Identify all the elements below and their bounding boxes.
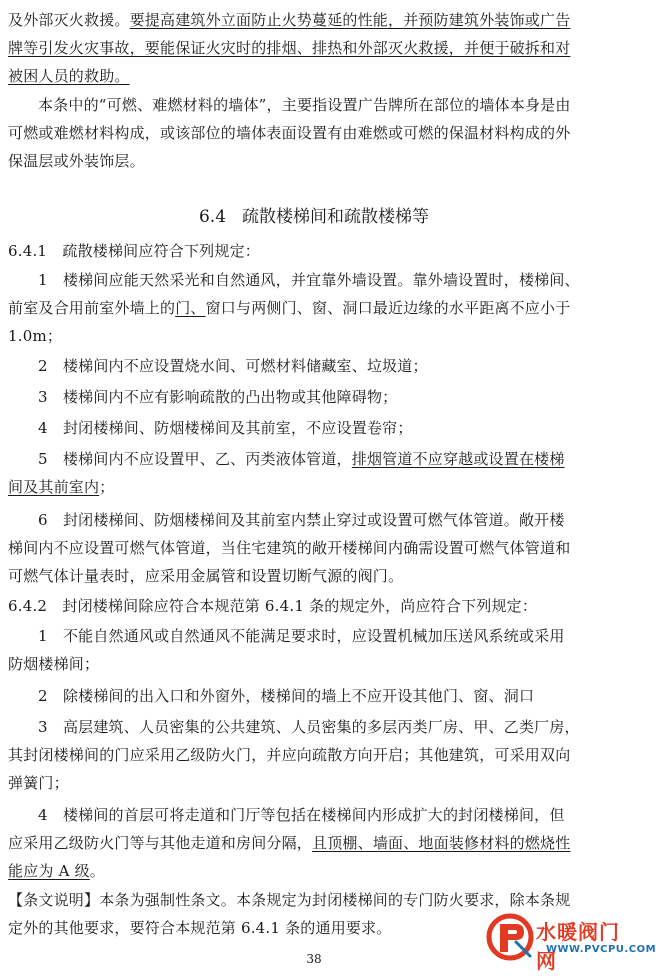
clause-6-4-1-item-5-line-1 xyxy=(38,449,565,469)
item-underlined-text: 间及其前室内 xyxy=(8,478,100,496)
item-underlined-text: 门、 xyxy=(175,299,206,317)
clause-6-4-1-item-1-line-3: 1.0m； xyxy=(8,327,63,345)
watermark-url: WWW.PVCPU.COM xyxy=(546,944,656,955)
intro-underlined-text: 要提高建筑外立面防止火势蔓延的性能，并预防建筑外装饰或广告 xyxy=(129,11,571,29)
item-text: 。 xyxy=(89,862,105,880)
clause-6-4-2-item-3-line-1: 3 高层建筑、人员密集的公共建筑、人员密集的多层丙类厂房、甲、乙类厂房， xyxy=(38,718,580,736)
clause-6-4-1-item-1-line-2 xyxy=(8,298,570,318)
clause-6-4-1-item-3: 3 楼梯间内不应有影响疏散的凸出物或其他障碍物； xyxy=(38,388,398,406)
explanation-line-2: 可燃或难燃材料构成，或该部位的墙体表面设置有由难燃或可燃的保温材料构成的外 xyxy=(8,124,571,142)
page-number: 38 xyxy=(306,952,322,966)
intro-line-2: 牌等引发火灾事故，要能保证火灾时的排烟、排热和外部灭火救援，并便于破拆和对 xyxy=(8,39,571,57)
clause-6-4-2-item-3-line-3: 弹簧门； xyxy=(8,774,69,792)
item-text: 窗口与两侧门、窗、洞口最近边缘的水平距离不应小于 xyxy=(205,299,571,317)
section-heading xyxy=(0,206,628,228)
clause-note-line-1: 【条文说明】本条为强制性条文。本条规定为封闭楼梯间的专门防火要求，除本条规 xyxy=(8,891,571,909)
item-underlined-text: 能应为 A 级 xyxy=(8,862,90,880)
intro-line-3: 被困人员的救助。 xyxy=(8,67,130,85)
clause-6-4-1-heading: 6.4.1 疏散楼梯间应符合下列规定： xyxy=(8,242,260,260)
clause-6-4-2-item-1-line-1: 1 不能自然通风或自然通风不能满足要求时，应设置机械加压送风系统或采用 xyxy=(38,627,565,645)
explanation-line-3: 保温层或外装饰层。 xyxy=(8,152,145,170)
clause-6-4-1-item-4: 4 封闭楼梯间、防烟楼梯间及其前室，不应设置卷帘； xyxy=(38,419,413,437)
watermark-name: 水暖阀门网 xyxy=(536,920,620,973)
item-text: 5 楼梯间内不应设置甲、乙、丙类液体管道， xyxy=(38,450,352,468)
clause-6-4-1-item-5-line-2 xyxy=(8,477,114,497)
clause-6-4-1-item-1-line-1: 1 楼梯间应能天然采光和自然通风，并宜靠外墙设置。靠外墙设置时，楼梯间、 xyxy=(38,271,580,289)
section-number: 6.4 xyxy=(198,207,227,227)
clause-6-4-1-item-6-line-2: 梯间内不应设置可燃气体管道，当住宅建筑的敞开楼梯间内确需设置可燃气体管道和 xyxy=(8,539,571,557)
item-underlined-text: 排烟管道不应穿越或设置在楼梯 xyxy=(351,450,565,468)
clause-6-4-2-item-4-line-1: 4 楼梯间的首层可将走道和门厅等包括在楼梯间内形成扩大的封闭楼梯间，但 xyxy=(38,806,565,824)
item-text: 前室及合用前室外墙上的 xyxy=(8,299,176,317)
clause-6-4-2-item-4-line-3 xyxy=(8,861,105,881)
item-text: 应采用乙级防火门等与其他走道和房间分隔， xyxy=(8,834,313,852)
intro-line-1 xyxy=(8,10,570,30)
clause-6-4-2-item-4-line-2 xyxy=(8,833,570,853)
item-text: ； xyxy=(99,478,115,496)
clause-6-4-2-item-3-line-2: 其封闭楼梯间的门应采用乙级防火门，并应向疏散方向开启；其他建筑，可采用双向 xyxy=(8,746,571,764)
explanation-line-1: 本条中的“可燃、难燃材料的墙体”，主要指设置广告牌所在部位的墙体本身是由 xyxy=(38,96,571,114)
item-underlined-text: 且顶棚、墙面、地面装修材料的燃烧性 xyxy=(312,834,571,852)
clause-note-line-2: 定外的其他要求，要符合本规范第 6.4.1 条的通用要求。 xyxy=(8,919,392,937)
valve-logo-icon xyxy=(486,912,536,962)
watermark-logo xyxy=(486,908,656,973)
clause-6-4-2-heading: 6.4.2 封闭楼梯间除应符合本规范第 6.4.1 条的规定外，尚应符合下列规定： xyxy=(8,597,538,615)
clause-6-4-1-item-2: 2 楼梯间内不应设置烧水间、可燃材料储藏室、垃圾道； xyxy=(38,357,428,375)
clause-6-4-2-item-1-line-2: 防烟楼梯间； xyxy=(8,655,100,673)
clause-6-4-2-item-2: 2 除楼梯间的出入口和外窗外，楼梯间的墙上不应开设其他门、窗、洞口 xyxy=(38,687,535,705)
clause-6-4-1-item-6-line-1: 6 封闭楼梯间、防烟楼梯间及其前室内禁止穿过或设置可燃气体管道。敞开楼 xyxy=(38,511,565,529)
intro-text: 及外部灭火救援。 xyxy=(8,11,130,29)
clause-6-4-1-item-6-line-3: 可燃气体计量表时，应采用金属管和设置切断气源的阀门。 xyxy=(8,567,404,585)
section-title: 疏散楼梯间和疏散楼梯等 xyxy=(242,207,430,227)
